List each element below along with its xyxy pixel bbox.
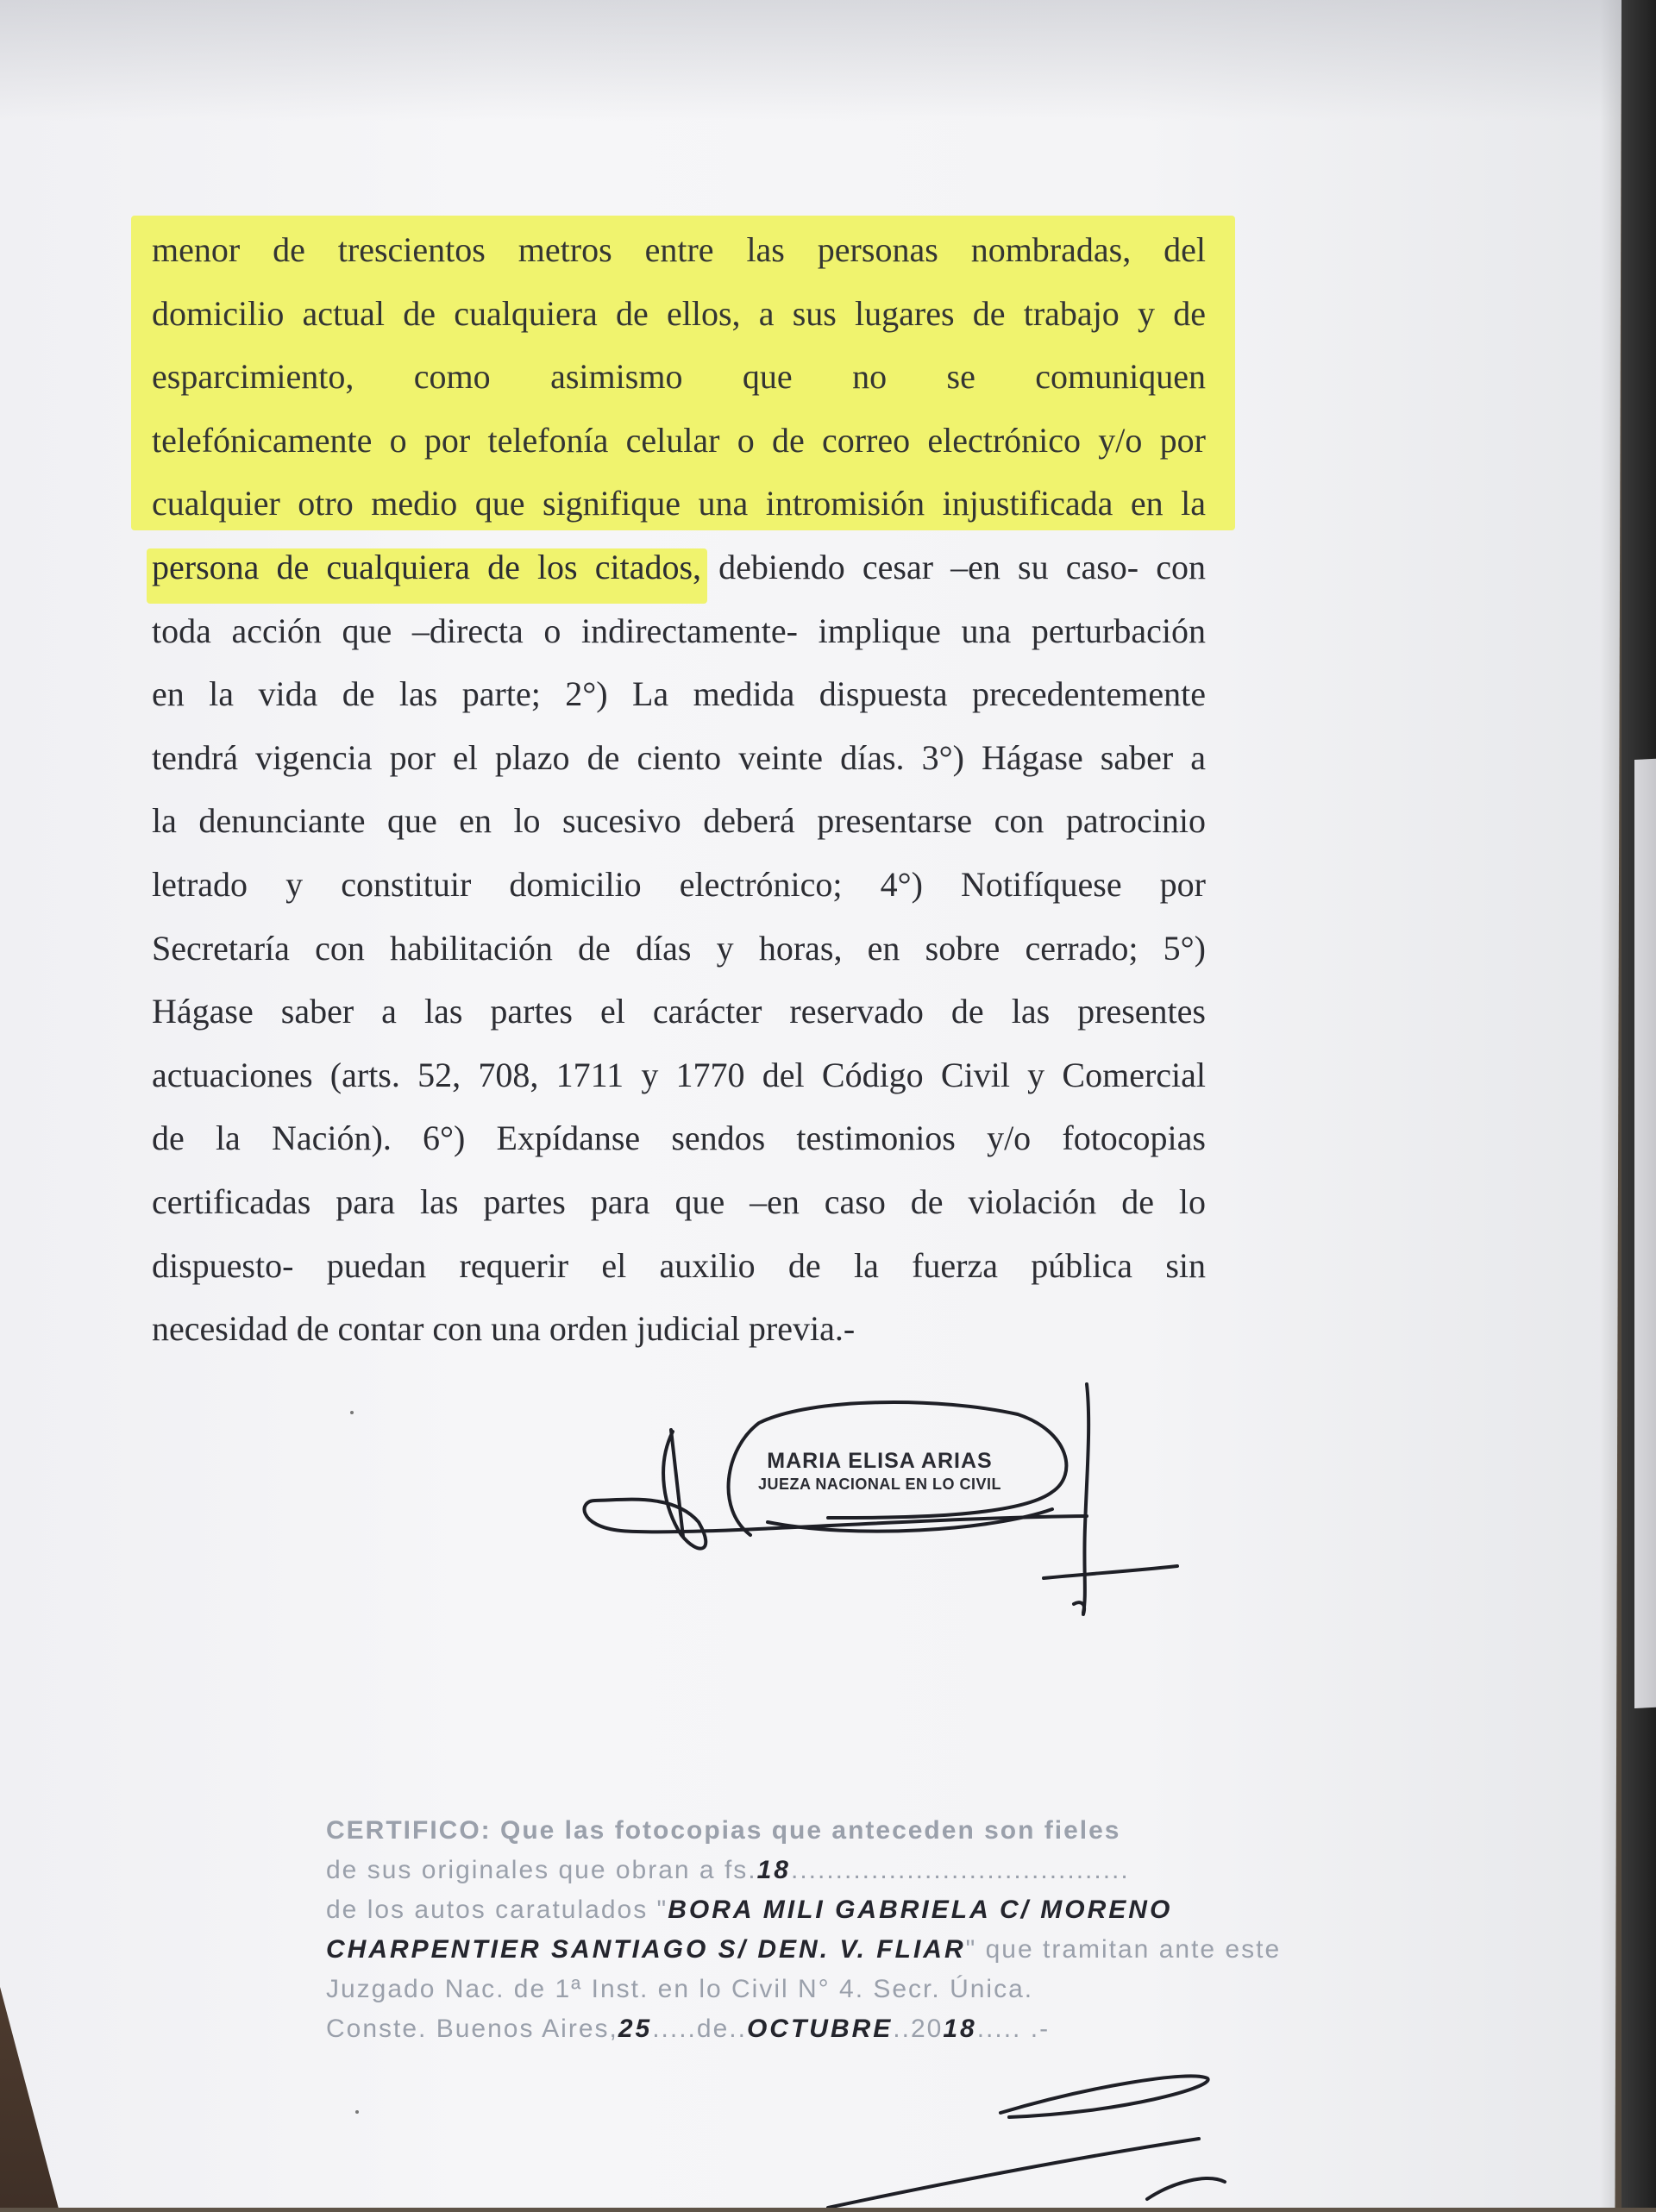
paragraph-line: certificadas para las partes para que –en caso de violación de lo bbox=[152, 1181, 1206, 1221]
judge-signature-block bbox=[569, 1371, 1208, 1630]
dotted-leader: ..... bbox=[652, 2015, 697, 2043]
resolution-paragraph bbox=[152, 218, 1206, 1361]
page-top-shadow bbox=[0, 0, 1622, 121]
paragraph-line: actuaciones (arts. 52, 708, 1711 y 1770 del Código Civil y Comercial bbox=[152, 1055, 1206, 1094]
date-year: 18 bbox=[943, 2015, 977, 2043]
paragraph-line: dispuesto- puedan requerir el auxilio de la fuerza pública sin bbox=[152, 1245, 1206, 1285]
paper-speck bbox=[350, 1411, 354, 1414]
paragraph-line: menor de trescientos metros entre las personas nombradas, del bbox=[152, 230, 1206, 269]
certificate-line bbox=[326, 1930, 1282, 1970]
paragraph-line: necesidad de contar con una orden judicial previa.- bbox=[152, 1309, 856, 1349]
page-shadow bbox=[1600, 0, 1622, 2208]
certificate-text: de bbox=[696, 2015, 730, 2043]
date-day: 25 bbox=[618, 2015, 653, 2043]
paragraph-line: esparcimiento, como asimismo que no se comuniquen bbox=[152, 357, 1206, 397]
dotted-leader: .. bbox=[729, 2015, 747, 2043]
certificate-line: Juzgado Nac. de 1ª Inst. en lo Civil N° 4. Secr. Única. bbox=[326, 1975, 1034, 2003]
paragraph-line: Hágase saber a las partes el carácter reservado de las presentes bbox=[152, 992, 1206, 1031]
certificate-text: Conste. Buenos Aires, bbox=[326, 2015, 618, 2043]
certificate-text: ..... .- bbox=[976, 2015, 1051, 2043]
paragraph-line: domicilio actual de cualquiera de ellos, a sus lugares de trabajo y de bbox=[152, 293, 1206, 333]
paragraph-line: persona de cualquiera de los citados, debiendo cesar –en su caso- con bbox=[152, 547, 1206, 586]
certificate-text: 20 bbox=[910, 2015, 944, 2043]
certificate-text: de sus originales que obran a fs. bbox=[326, 1856, 757, 1884]
judge-title: JUEZA NACIONAL EN LO CIVIL bbox=[757, 1476, 1001, 1493]
certificate-line: CERTIFICO: Que las fotocopias que anteceden son fieles bbox=[326, 1816, 1121, 1845]
dotted-leader: .. bbox=[893, 2015, 911, 2043]
certificate-line bbox=[326, 1851, 1223, 1890]
handwritten-signature bbox=[569, 1371, 1208, 1630]
paragraph-line: telefónicamente o por telefonía celular o de correo electrónico y/o por bbox=[152, 420, 1206, 460]
date-month: OCTUBRE bbox=[746, 2015, 894, 2043]
certificate-text: " que tramitan ante este bbox=[965, 1935, 1282, 1964]
certification-stamp bbox=[326, 1811, 1282, 2049]
paragraph-line: de la Nación). 6°) Expídanse sendos testimonios y/o fotocopias bbox=[152, 1119, 1206, 1158]
judge-name: MARIA ELISA ARIAS bbox=[767, 1449, 993, 1473]
case-title-part-2: CHARPENTIER SANTIAGO S/ DEN. V. FLIAR bbox=[326, 1935, 966, 1964]
folio-number: 18 bbox=[756, 1856, 791, 1884]
certificate-line bbox=[326, 1890, 1223, 1930]
paragraph-line: cualquier otro medio que signifique una intromisión injustificada en la bbox=[152, 484, 1206, 523]
paragraph-line: en la vida de las parte; 2°) La medida dispuesta precedentemente bbox=[152, 674, 1206, 714]
paragraph-line: la denunciante que en lo sucesivo deberá presentarse con patrocinio bbox=[152, 801, 1206, 841]
certificate-line bbox=[326, 2009, 1223, 2049]
certifier-signature-strokes bbox=[0, 2052, 1622, 2208]
background-other-sheet bbox=[1634, 758, 1656, 1708]
certifier-signature bbox=[0, 2052, 1622, 2208]
paragraph-line: tendrá vigencia por el plazo de ciento veinte días. 3°) Hágase saber a bbox=[152, 737, 1206, 777]
dotted-leader: ...................................... bbox=[790, 1856, 1130, 1884]
paragraph-line: Secretaría con habilitación de días y horas, en sobre cerrado; 5°) bbox=[152, 928, 1206, 968]
paragraph-line: toda acción que –directa o indirectamente- implique una perturbación bbox=[152, 611, 1206, 650]
certificate-text: de los autos caratulados " bbox=[326, 1896, 668, 1924]
paragraph-line: letrado y constituir domicilio electrónico; 4°) Notifíquese por bbox=[152, 864, 1206, 904]
case-title-part-1: BORA MILI GABRIELA C/ MORENO bbox=[668, 1896, 1173, 1924]
